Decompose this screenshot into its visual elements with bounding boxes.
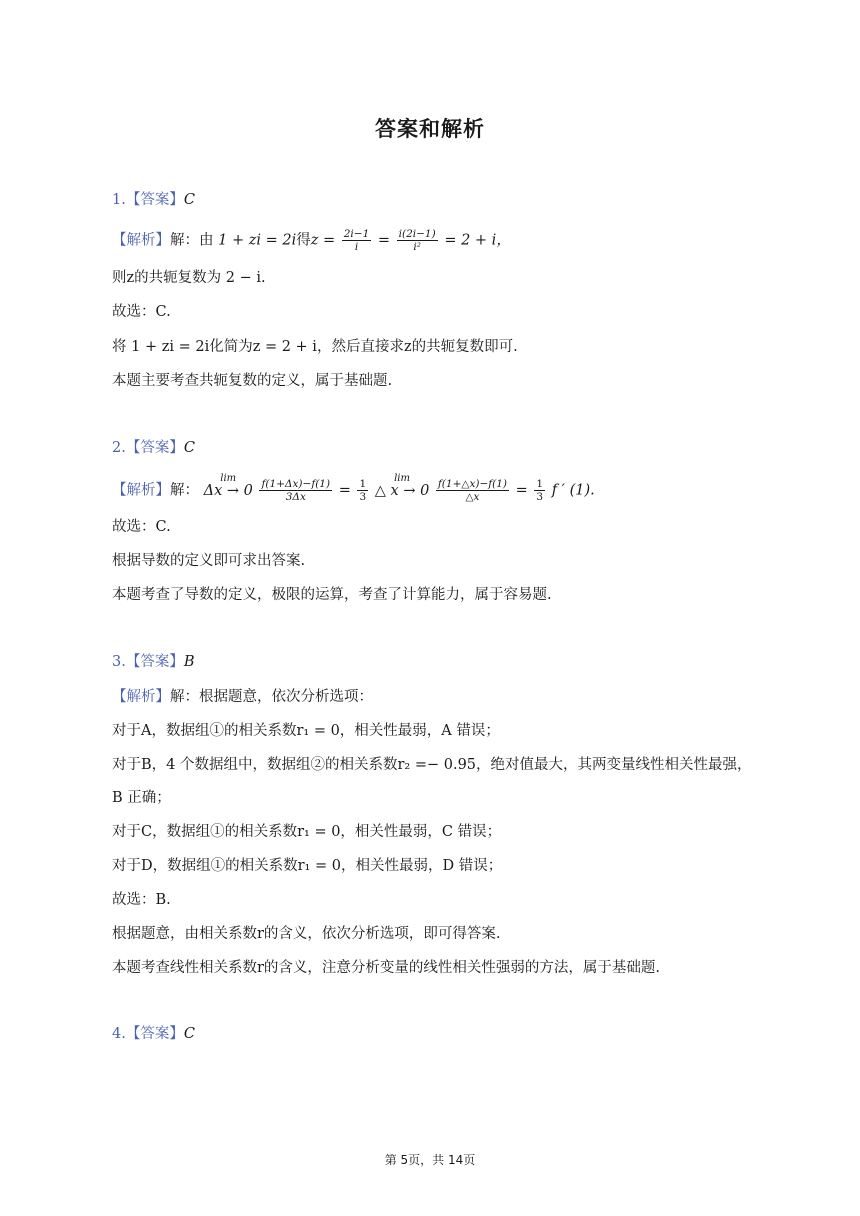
q1-choice-line: 故选：C.	[112, 304, 171, 320]
q2-choice-line: 故选：C.	[112, 519, 171, 535]
q1-conjugate-line: 则z的共轭复数为 2 − i.	[112, 270, 266, 286]
q1-z-eq: z =	[310, 232, 336, 249]
q2-limit-1: lim Δx → 0	[203, 472, 253, 499]
q2-one-third-1: $\frac{1}{3}$	[359, 478, 367, 503]
q1-analysis-prefix: 解：由	[170, 232, 214, 249]
q1-answer-value: C	[183, 192, 195, 208]
q1-summary-line: 本题主要考查共轭复数的定义，属于基础题.	[112, 373, 393, 389]
q2-derivative: f ′ (1).	[551, 482, 595, 499]
q2-equals-1: =	[338, 482, 351, 499]
q3-option-d-line: 对于D，数据组①的相关系数r₁ = 0，相关性最弱，D 错误；	[112, 858, 503, 874]
q3-method-line: 根据题意，由相关系数r的含义，依次分析选项，即可得答案.	[112, 926, 501, 942]
q2-analysis-prefix: 解：	[170, 482, 199, 499]
q3-answer-tag: 【答案】	[125, 654, 184, 670]
q2-analysis-tag: 【解析】	[112, 482, 170, 499]
q2-method-line: 根据导数的定义即可求出答案.	[112, 553, 306, 569]
q2-answer-tag: 【答案】	[125, 440, 184, 456]
q4-answer-tag: 【答案】	[125, 1026, 184, 1042]
q2-summary-line: 本题考查了导数的定义，极限的运算，考查了计算能力，属于容易题.	[112, 587, 552, 603]
q1-fraction-2: $\frac{i(2i-1)}{\text{i²}}$	[398, 228, 436, 253]
q3-option-c-line: 对于C，数据组①的相关系数r₁ = 0，相关性最弱，C 错误；	[112, 824, 502, 840]
q3-summary-line: 本题考查线性相关系数r的含义，注意分析变量的线性相关性强弱的方法，属于基础题.	[112, 960, 661, 976]
q3-option-b-line: 对于B，4 个数据组中，数据组②的相关系数r₂ =− 0.95，绝对值最大，其两变量线性相关性最强，	[112, 757, 752, 773]
q1-answer-line	[112, 190, 195, 210]
q2-answer-value: C	[183, 440, 195, 456]
q4-answer-value: C	[183, 1026, 195, 1042]
page-footer: 第 5页，共 14页	[384, 1153, 476, 1167]
q2-number: 2.	[112, 440, 126, 456]
q4-answer-line	[112, 1024, 195, 1044]
q3-option-b-cont-line: B 正确；	[112, 790, 171, 806]
q1-method-line: 将 1 + zi = 2i化简为z = 2 + i，然后直接求z的共轭复数即可.	[112, 339, 518, 355]
q1-number: 1.	[112, 192, 126, 208]
q3-analysis-tag: 【解析】	[112, 689, 170, 705]
q2-one-third-2: $\frac{1}{3}$	[536, 478, 544, 503]
q1-analysis-tag: 【解析】	[112, 232, 170, 249]
q1-result: = 2 + i，	[444, 232, 511, 249]
q1-fraction-1: $\frac{2i-1}{i}$	[343, 228, 370, 253]
q3-analysis-text: 解：根据题意，依次分析选项：	[170, 689, 373, 705]
q3-choice-line: 故选：B.	[112, 892, 171, 908]
q1-de: 得	[296, 232, 311, 249]
q3-analysis-line	[112, 687, 373, 707]
q2-limit-2: lim △ x → 0	[374, 472, 430, 499]
q2-fraction-1: $\frac{f(1+\Delta x)-f(1)}{3\Delta x}$	[261, 478, 331, 503]
q1-analysis-line: 【解析】解：由 1 + zi = 2i得z = $\frac{2i-1}{i}$ = $\frac{i(2i-1)}{\text{i²}}$ = 2 + i，	[112, 228, 511, 253]
q3-option-a-line: 对于A，数据组①的相关系数r₁ = 0，相关性最弱，A 错误；	[112, 723, 500, 739]
q2-analysis-line	[112, 472, 595, 503]
q1-answer-tag: 【答案】	[125, 192, 184, 208]
q4-number: 4.	[112, 1026, 126, 1042]
q2-answer-line	[112, 438, 195, 458]
q3-answer-value: B	[183, 654, 195, 670]
q1-equation: 1 + zi = 2i	[218, 232, 297, 249]
q2-equals-2: =	[515, 482, 528, 499]
q3-number: 3.	[112, 654, 126, 670]
q2-fraction-2: $\frac{f(1+\triangle x)-f(1)}{\triangle x}$	[437, 478, 508, 503]
q3-answer-line	[112, 652, 195, 672]
page-title: 答案和解析	[375, 117, 485, 141]
